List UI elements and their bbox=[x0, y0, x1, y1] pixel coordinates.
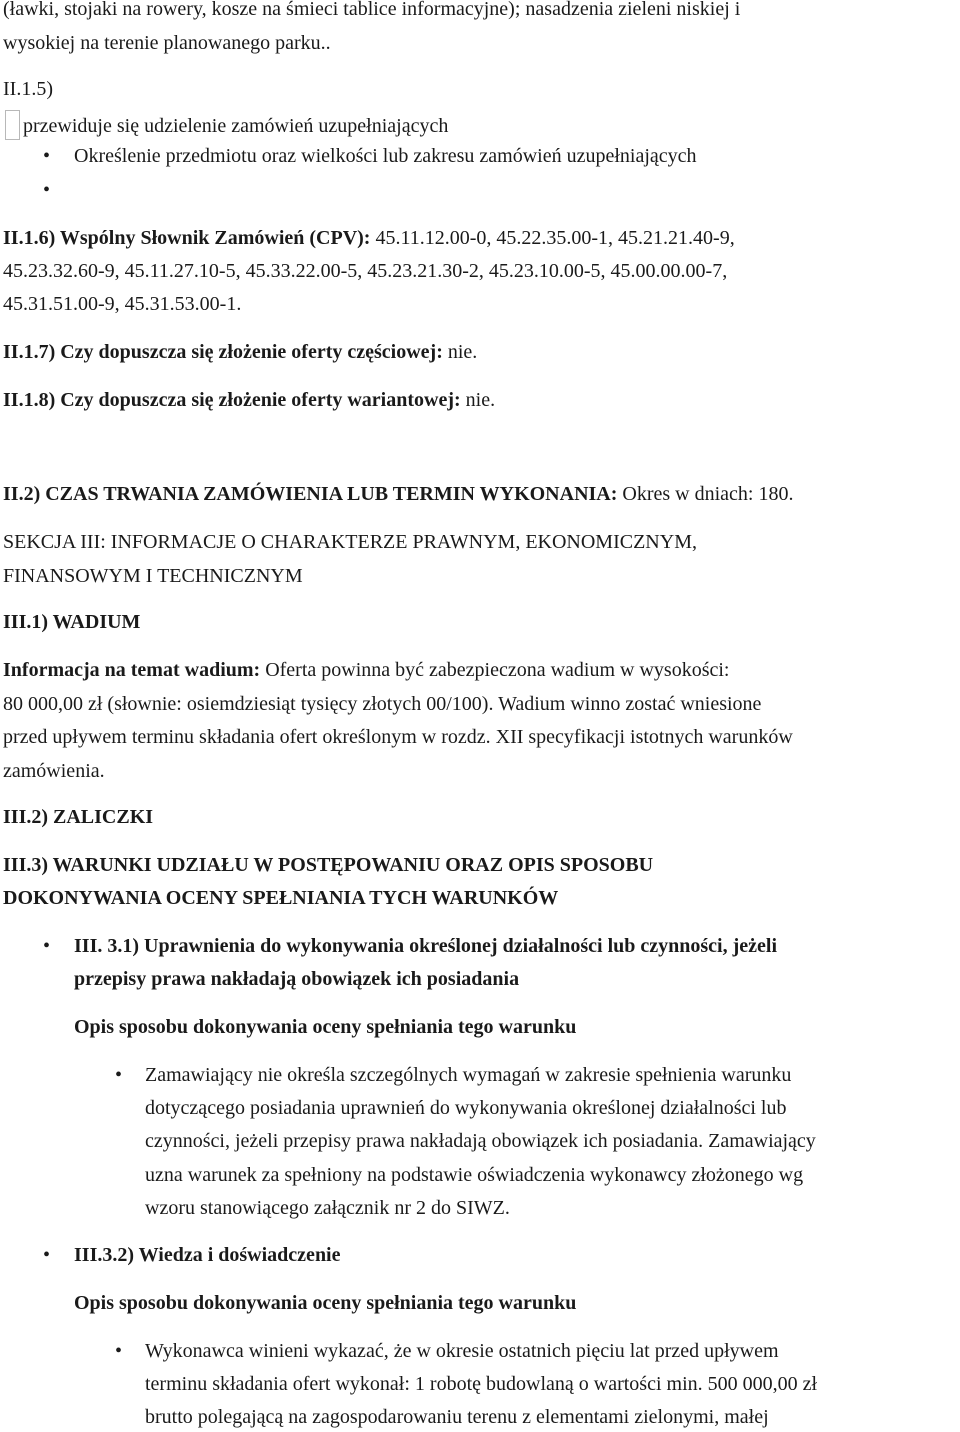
list-item: Określenie przedmiotu oraz wielkości lub zakresu zamówień uzupełniających bbox=[74, 145, 697, 167]
condition-description: Wykonawca winieni wykazać, że w okresie ostatnich pięciu lat przed upływem bbox=[145, 1340, 779, 1362]
condition-subheading: Opis sposobu dokonywania oceny spełniania tego warunku bbox=[74, 1292, 577, 1314]
wadium-text: 80 000,00 zł (słownie: osiemdziesiąt tysięcy złotych 00/100). Wadium winno zostać wniesione bbox=[3, 693, 762, 715]
section-heading: SEKCJA III: INFORMACJE O CHARAKTERZE PRAWNYM, EKONOMICZNYM, bbox=[3, 531, 697, 553]
condition-description: wzoru stanowiącego załącznik nr 2 do SIWZ. bbox=[145, 1197, 510, 1219]
wadium-label: Informacja na temat wadium: bbox=[3, 659, 261, 681]
cpv-codes: 45.31.51.00-9, 45.31.53.00-1. bbox=[3, 293, 242, 315]
condition-description: dotyczącego posiadania uprawnień do wykonywania określonej działalności lub bbox=[145, 1097, 787, 1119]
bullet-icon: • bbox=[43, 1244, 51, 1266]
condition-title: III. 3.1) Uprawnienia do wykonywania określonej działalności lub czynności, jeżeli bbox=[74, 935, 778, 957]
subsection-heading: DOKONYWANIA OCENY SPEŁNIANIA TYCH WARUNKÓW bbox=[3, 887, 559, 909]
bullet-icon: • bbox=[115, 1340, 123, 1362]
condition-description: brutto polegającą na zagospodarowaniu terenu z elementami zielonymi, małej bbox=[145, 1406, 769, 1428]
text-line: wysokiej na terenie planowanego parku.. bbox=[3, 32, 331, 54]
bullet-icon: • bbox=[43, 935, 51, 957]
condition-description: uzna warunek za spełniony na podstawie oświadczenia wykonawcy złożonego wg bbox=[145, 1164, 804, 1186]
cpv-codes: 45.23.32.60-9, 45.11.27.10-5, 45.33.22.00-5, 45.23.21.30-2, 45.23.10.00-5, 45.00.00.00-7, bbox=[3, 260, 728, 282]
question-label: II.1.7) Czy dopuszcza się złożenie oferty częściowej: bbox=[3, 341, 443, 363]
duration-label: II.2) CZAS TRWANIA ZAMÓWIENIA LUB TERMIN WYKONANIA: bbox=[3, 483, 618, 505]
checkbox[interactable] bbox=[5, 110, 20, 140]
text-line: (ławki, stojaki na rowery, kosze na śmieci tablice informacyjne); nasadzenia zieleni niskiej i bbox=[3, 0, 741, 20]
question-answer: nie. bbox=[447, 341, 478, 363]
bullet-icon: • bbox=[43, 179, 51, 201]
condition-description: czynności, jeżeli przepisy prawa nakładają obowiązek ich posiadania. Zamawiający bbox=[145, 1130, 816, 1152]
condition-subheading: Opis sposobu dokonywania oceny spełniania tego warunku bbox=[74, 1016, 577, 1038]
cpv-codes: 45.11.12.00-0, 45.22.35.00-1, 45.21.21.40-9, bbox=[375, 227, 735, 249]
question-line bbox=[3, 339, 477, 365]
cpv-label: II.1.6) Wspólny Słownik Zamówień (CPV): bbox=[3, 227, 371, 249]
duration-line bbox=[3, 481, 793, 507]
condition-title: III.3.2) Wiedza i doświadczenie bbox=[74, 1244, 341, 1266]
wadium-text: Oferta powinna być zabezpieczona wadium w wysokości: bbox=[265, 659, 730, 681]
condition-description: Zamawiający nie określa szczególnych wymagań w zakresie spełnienia warunku bbox=[145, 1064, 792, 1086]
duration-value: Okres w dniach: 180. bbox=[622, 483, 794, 505]
cpv-line bbox=[3, 225, 735, 251]
section-number: II.1.5) bbox=[3, 78, 53, 100]
subsection-heading: III.1) WADIUM bbox=[3, 611, 141, 633]
subsection-heading: III.3) WARUNKI UDZIAŁU W POSTĘPOWANIU ORAZ OPIS SPOSOBU bbox=[3, 854, 654, 876]
question-label: II.1.8) Czy dopuszcza się złożenie oferty wariantowej: bbox=[3, 389, 461, 411]
wadium-text: zamówienia. bbox=[3, 760, 105, 782]
bullet-icon: • bbox=[115, 1064, 123, 1086]
question-line bbox=[3, 387, 495, 413]
subsection-heading: III.2) ZALICZKI bbox=[3, 806, 154, 828]
checkbox-label: przewiduje się udzielenie zamówień uzupełniających bbox=[23, 115, 449, 137]
question-answer: nie. bbox=[465, 389, 496, 411]
wadium-line bbox=[3, 657, 729, 683]
condition-title: przepisy prawa nakładają obowiązek ich posiadania bbox=[74, 968, 520, 990]
bullet-icon: • bbox=[43, 145, 51, 167]
condition-description: terminu składania ofert wykonał: 1 robotę budowlaną o wartości min. 500 000,00 zł bbox=[145, 1373, 818, 1395]
wadium-text: przed upływem terminu składania ofert określonym w rozdz. XII specyfikacji istotnych warunków bbox=[3, 726, 793, 748]
section-heading: FINANSOWYM I TECHNICZNYM bbox=[3, 565, 303, 587]
